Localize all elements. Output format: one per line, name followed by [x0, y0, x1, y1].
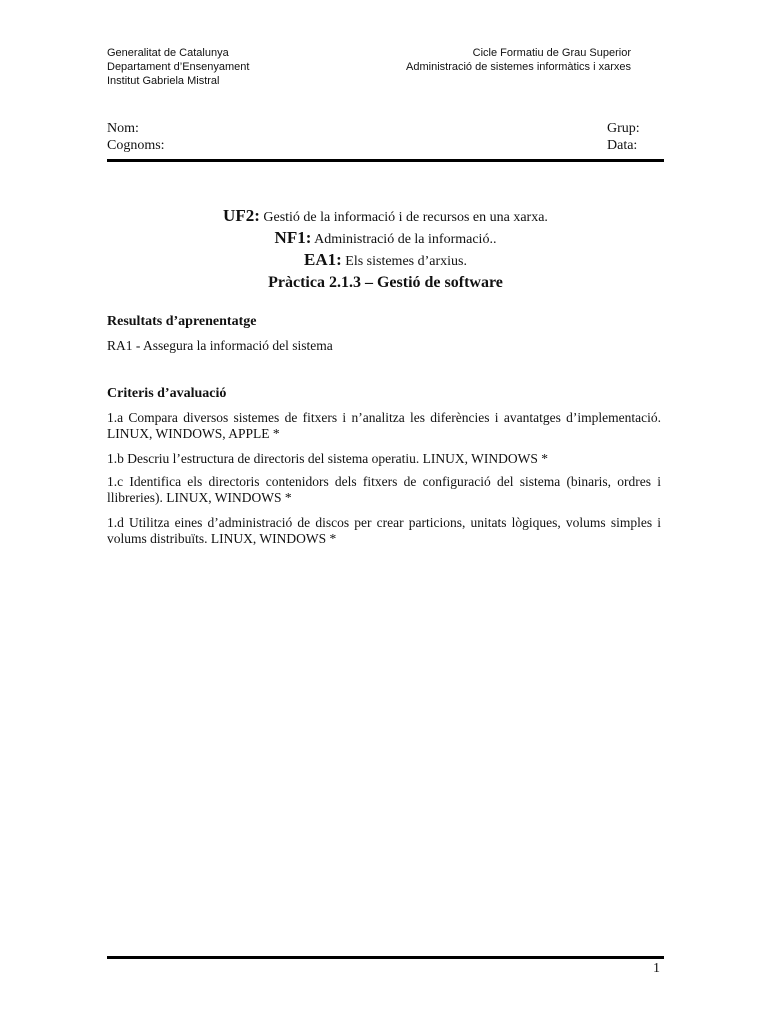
nf-title — [107, 228, 664, 250]
criteria-item-1d: 1.d Utilitza eines d’administració de discos per crear particions, unitats lògiques, volums simples i volums distribuïts. LINUX, WINDOWS * — [107, 515, 661, 546]
ea-text: Els sistemes d’arxius. — [341, 254, 467, 269]
ra1-text: RA1 - Assegura la informació del sistema — [107, 338, 333, 353]
criteria-heading: Criteris d’avaluació — [107, 386, 227, 401]
uf-title — [107, 206, 664, 228]
footer-divider — [107, 956, 664, 959]
grup-label: Grup: — [607, 121, 640, 136]
data-label: Data: — [607, 138, 638, 153]
header-left-line-3: Institut Gabriela Mistral — [107, 75, 220, 87]
criteria-item-1c: 1.c Identifica els directoris contenidors dels fitxers de configuració del sistema (binaris, ordres i llibreries). LINUX, WINDOWS * — [107, 474, 661, 505]
student-fields-left — [107, 120, 165, 154]
criteria-item-1b: 1.b Descriu l’estructura de directoris del sistema operatiu. LINUX, WINDOWS * — [107, 451, 548, 466]
header-right-line-1: Cicle Formatiu de Grau Superior — [472, 47, 631, 59]
header-course — [406, 46, 631, 74]
header-right-line-2: Administració de sistemes informàtics i xarxes — [406, 61, 631, 73]
ea-title — [107, 250, 664, 272]
cognoms-label: Cognoms: — [107, 138, 165, 153]
nom-label: Nom: — [107, 121, 139, 136]
header-left-line-2: Departament d’Ensenyament — [107, 61, 250, 73]
header-left-line-1: Generalitat de Catalunya — [107, 47, 229, 59]
uf-text: Gestió de la informació i de recursos en una xarxa. — [259, 210, 548, 225]
header-institution — [107, 46, 249, 88]
page-number: 1 — [653, 961, 660, 976]
criteria-item-1a: 1.a Compara diversos sistemes de fitxers i n’analitza les diferències i avantatges d’implementació. LINUX, WINDOWS, APPLE * — [107, 410, 661, 441]
nf-code: NF1: — [274, 228, 312, 247]
uf-code: UF2: — [223, 206, 260, 225]
nf-text: Administració de la informació.. — [311, 232, 497, 247]
student-fields-right — [607, 120, 640, 154]
results-heading: Resultats d’aprenentatge — [107, 314, 257, 329]
ea-code: EA1: — [304, 250, 342, 269]
header-divider — [107, 159, 664, 162]
practice-title: Pràctica 2.1.3 – Gestió de software — [268, 274, 503, 291]
document-titles — [107, 206, 664, 294]
